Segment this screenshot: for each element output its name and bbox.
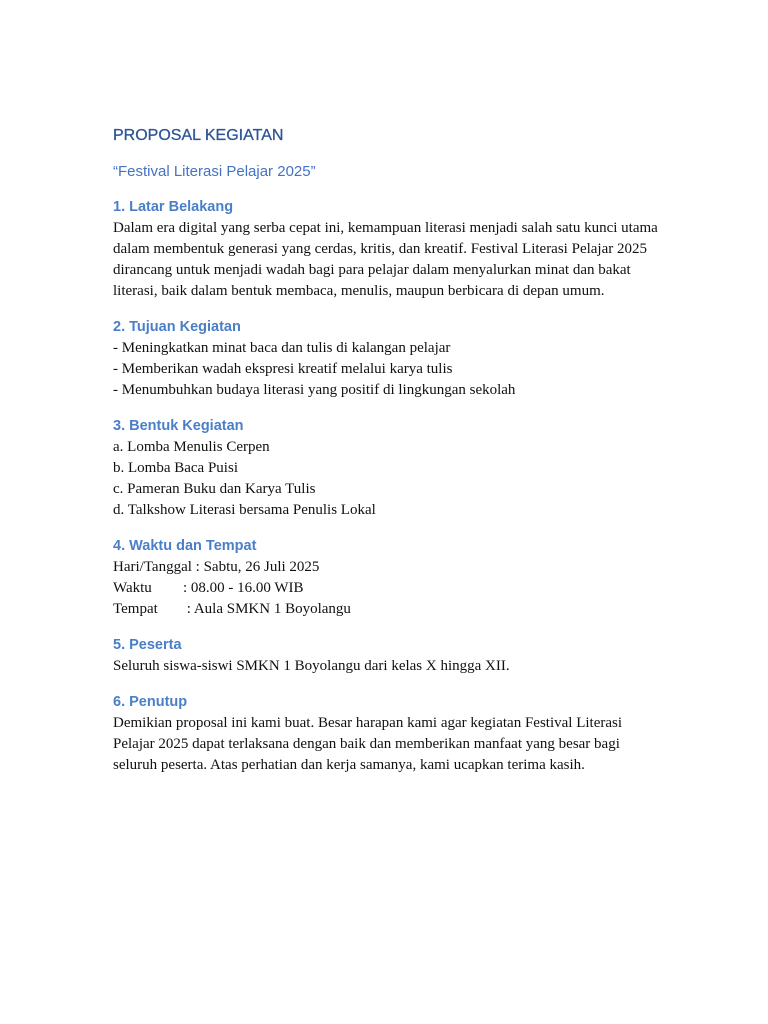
section-latar-belakang: [113, 198, 673, 302]
section-paragraph: Seluruh siswa-siswi SMKN 1 Boyolangu dari kelas X hingga XII.: [113, 658, 510, 674]
info-value: : Aula SMKN 1 Boyolangu: [183, 601, 351, 617]
section-peserta: [113, 636, 673, 677]
list-item: a. Lomba Menulis Cerpen: [113, 439, 270, 455]
list-item: d. Talkshow Literasi bersama Penulis Lokal: [113, 502, 376, 518]
section-penutup: [113, 693, 673, 776]
section-bentuk-kegiatan: [113, 417, 673, 521]
list-item: - Memberikan wadah ekspresi kreatif melalui karya tulis: [113, 361, 453, 377]
document-body: [113, 126, 673, 776]
list-item: - Meningkatkan minat baca dan tulis di kalangan pelajar: [113, 340, 451, 356]
section-waktu-tempat: [113, 537, 673, 620]
section-paragraph: Dalam era digital yang serba cepat ini, kemampuan literasi menjadi salah satu kunci utama dalam membentuk generasi yang cerdas, kritis, dan kreatif. Festival Literasi Pelajar 2025 dirancang untuk menjadi wadah bagi para pelajar dalam menyalurkan minat dan bakat literasi, baik dalam bentuk membaca, menulis, maupun berbicara di depan umum.: [113, 220, 658, 299]
section-heading: 2. Tujuan Kegiatan: [113, 319, 241, 335]
section-heading: 3. Bentuk Kegiatan: [113, 418, 244, 434]
document-title: PROPOSAL KEGIATAN: [113, 127, 284, 144]
info-row-tanggal: [113, 557, 673, 578]
section-heading: 6. Penutup: [113, 694, 188, 710]
info-row-waktu: [113, 578, 673, 599]
section-heading: 4. Waktu dan Tempat: [113, 538, 257, 554]
list-item: - Menumbuhkan budaya literasi yang positif di lingkungan sekolah: [113, 382, 516, 398]
info-value: : Sabtu, 26 Juli 2025: [191, 559, 320, 575]
section-tujuan-kegiatan: [113, 318, 673, 401]
info-value: : 08.00 - 16.00 WIB: [183, 580, 304, 596]
info-label: Waktu: [113, 580, 152, 596]
info-label: Hari/Tanggal: [113, 559, 192, 575]
section-heading: 1. Latar Belakang: [113, 199, 234, 215]
info-row-tempat: [113, 599, 673, 620]
document-subtitle: “Festival Literasi Pelajar 2025”: [113, 163, 316, 180]
list-item: c. Pameran Buku dan Karya Tulis: [113, 481, 316, 497]
section-paragraph: Demikian proposal ini kami buat. Besar harapan kami agar kegiatan Festival Literasi Pelajar 2025 dapat terlaksana dengan baik dan memberikan manfaat yang besar bagi seluruh peserta. Atas perhatian dan kerja samanya, kami ucapkan terima kasih.: [113, 715, 623, 773]
list-item: b. Lomba Baca Puisi: [113, 460, 238, 476]
section-heading: 5. Peserta: [113, 637, 182, 653]
info-label: Tempat: [113, 601, 158, 617]
